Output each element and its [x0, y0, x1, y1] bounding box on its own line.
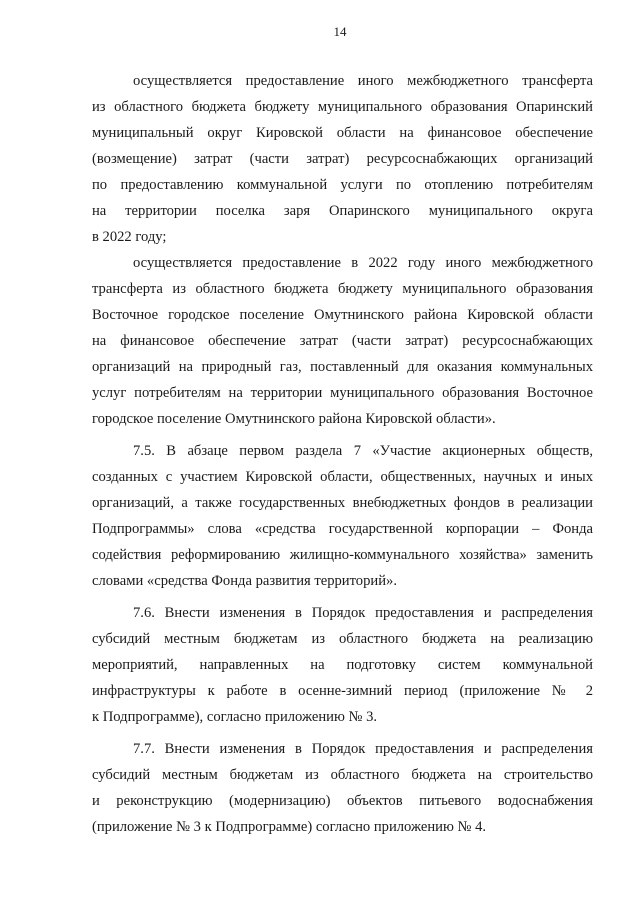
text-line: мероприятий, направленных на подготовку систем коммунальной	[92, 657, 593, 673]
paragraph-1	[92, 68, 593, 250]
text-line: на территории поселка заря Опаринского муниципального округа	[92, 203, 593, 219]
text-line: (приложение № 3 к Подпрограмме) согласно приложению № 4.	[92, 819, 487, 835]
text-line: городское поселение Омутнинского района Кировской области».	[92, 411, 496, 427]
text-line: осуществляется предоставление в 2022 году иного межбюджетного	[133, 255, 593, 271]
text-line: 7.6. Внести изменения в Порядок предоставления и распределения	[133, 605, 593, 621]
text-line: Восточное городское поселение Омутнинского района Кировской области	[92, 307, 593, 323]
text-line: Подпрограммы» слова «средства государственной корпорации – Фонда	[92, 521, 593, 537]
text-line: 7.7. Внести изменения в Порядок предоставления и распределения	[133, 741, 593, 757]
text-line: содействия реформированию жилищно-коммунального хозяйства» заменить	[92, 547, 593, 563]
paragraph-7-7	[92, 736, 593, 840]
text-line: организаций, а также государственных внебюджетных фондов в реализации	[92, 495, 593, 511]
text-line: субсидий местным бюджетам из областного бюджета на реализацию	[92, 631, 593, 647]
text-line: по предоставлению коммунальной услуги по отоплению потребителям	[92, 177, 593, 193]
text-line: организаций на природный газ, поставленный для оказания коммунальных	[92, 359, 593, 375]
paragraph-2	[92, 250, 593, 432]
text-line: инфраструктуры к работе в осенне-зимний период (приложение № 2	[92, 683, 593, 699]
document-body	[92, 68, 593, 840]
text-line: в 2022 году;	[92, 229, 167, 245]
text-line: трансферта из областного бюджета бюджету муниципального образования	[92, 281, 593, 297]
text-line: муниципальный округ Кировской области на финансовое обеспечение	[92, 125, 593, 141]
text-line: на финансовое обеспечение затрат (части затрат) ресурсоснабжающих	[92, 333, 593, 349]
text-line: услуг потребителям на территории муниципального образования Восточное	[92, 385, 593, 401]
paragraph-7-6	[92, 600, 593, 730]
text-line: осуществляется предоставление иного межбюджетного трансферта	[133, 73, 593, 89]
text-line: и реконструкцию (модернизацию) объектов питьевого водоснабжения	[92, 793, 593, 809]
text-line: к Подпрограмме), согласно приложению № 3.	[92, 709, 378, 725]
text-line: (возмещение) затрат (части затрат) ресурсоснабжающих организаций	[92, 151, 593, 167]
page-number: 14	[333, 24, 347, 39]
text-line: 7.5. В абзаце первом раздела 7 «Участие акционерных обществ,	[133, 443, 593, 459]
text-line: созданных с участием Кировской области, общественных, научных и иных	[92, 469, 593, 485]
paragraph-7-5	[92, 438, 593, 594]
text-line: словами «средства Фонда развития территорий».	[92, 573, 397, 589]
text-line: субсидий местным бюджетам из областного бюджета на строительство	[92, 767, 593, 783]
text-line: из областного бюджета бюджету муниципального образования Опаринский	[92, 99, 593, 115]
